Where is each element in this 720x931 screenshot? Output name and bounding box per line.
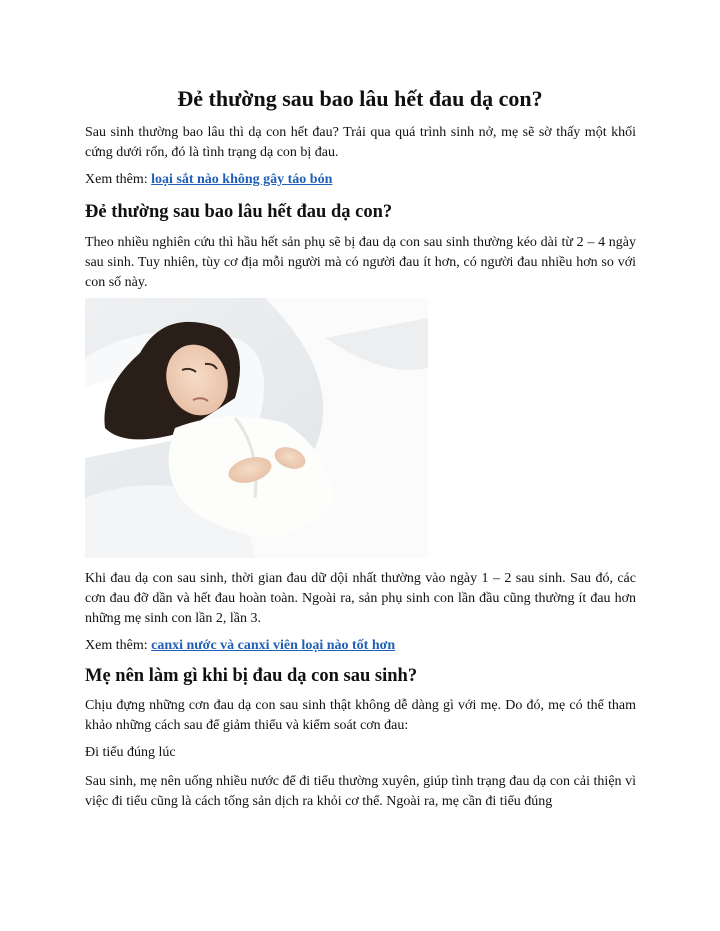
intro-paragraph: Sau sinh thường bao lâu thì dạ con hết đau? Trải qua quá trình sinh nở, mẹ sẽ sờ thấy một khối cứng dưới rốn, đó là tình trạng dạ con bị đau.: [85, 125, 636, 160]
section-heading-1: Đẻ thường sau bao lâu hết đau dạ con?: [85, 202, 393, 222]
woman-in-bed-photo: [85, 298, 428, 558]
see-also-2: [85, 636, 636, 656]
see-also-1-prefix: Xem thêm:: [85, 172, 152, 187]
paragraph-4: Sau sinh, mẹ nên uống nhiều nước để đi tiểu thường xuyên, giúp tình trạng đau dạ con cải thiện vì việc đi tiểu cũng là cách tống sản dịch ra khỏi cơ thể. Ngoài ra, mẹ cần đi tiểu đúng: [85, 774, 636, 809]
subheading-urinate-on-time: Đi tiểu đúng lúc: [85, 745, 176, 760]
see-also-1-link[interactable]: loại sắt nào không gây táo bón: [151, 172, 333, 187]
see-also-2-link[interactable]: canxi nước và canxi viên loại nào tốt hơn: [151, 638, 396, 653]
section-heading-2: Mẹ nên làm gì khi bị đau dạ con sau sinh?: [85, 666, 418, 686]
paragraph-2: Khi đau dạ con sau sinh, thời gian đau dữ dội nhất thường vào ngày 1 – 2 sau sinh. Sau đó, các cơn đau đỡ dần và hết đau hoàn toàn. Ngoài ra, sản phụ sinh con lần đầu cũng thường ít đau hơn những mẹ sinh con lần 2, lần 3.: [85, 571, 636, 626]
see-also-1: [85, 170, 636, 190]
see-also-2-prefix: Xem thêm:: [85, 638, 152, 653]
paragraph-3: Chịu đựng những cơn đau dạ con sau sinh thật không dễ dàng gì với mẹ. Do đó, mẹ có thể tham khảo những cách sau để giảm thiểu và kiểm soát cơn đau:: [85, 698, 636, 733]
paragraph-1: Theo nhiều nghiên cứu thì hầu hết sản phụ sẽ bị đau dạ con sau sinh thường kéo dài từ 2 – 4 ngày sau sinh. Tuy nhiên, tùy cơ địa mỗi người mà có người đau ít hơn, có người đau nhiều hơn so với con số này.: [85, 235, 636, 290]
page-title: Đẻ thường sau bao lâu hết đau dạ con?: [177, 86, 543, 111]
